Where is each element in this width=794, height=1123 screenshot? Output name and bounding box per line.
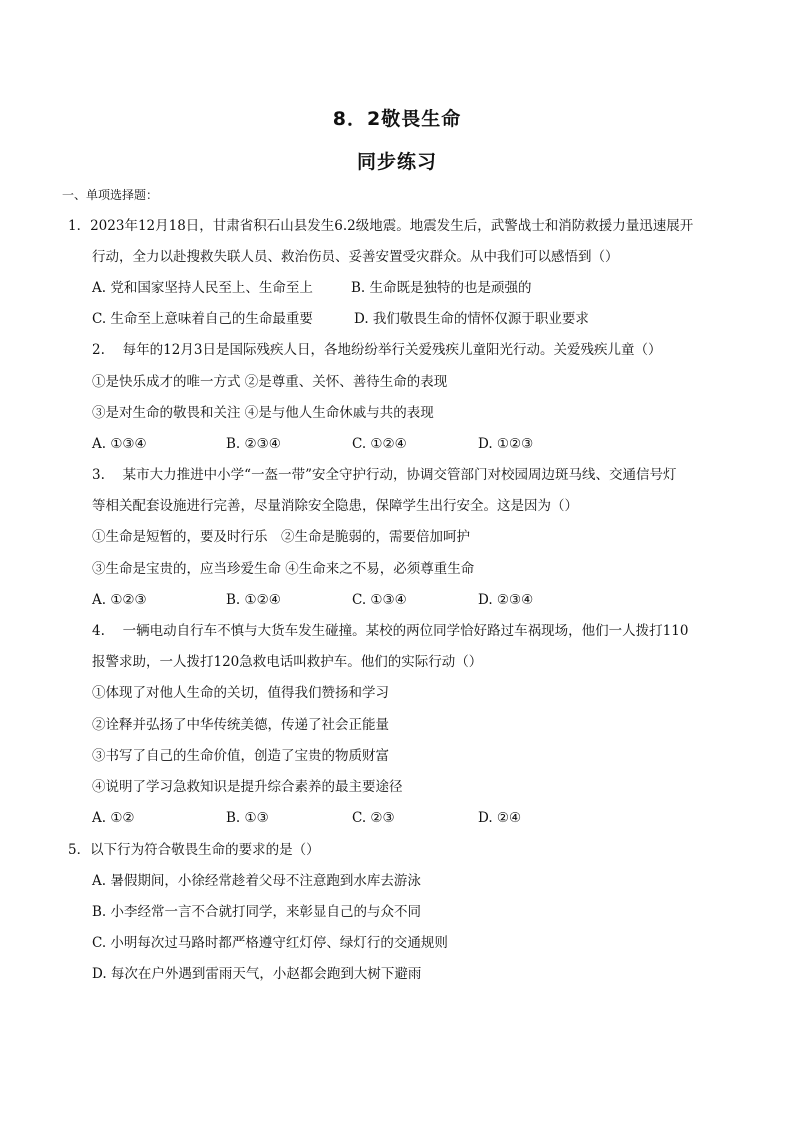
q5-option-a: A. 暑假期间，小徐经常趁着父母不注意跑到水库去游泳 — [92, 873, 421, 889]
q3-stem-line2: 等相关配套设施进行完善，尽量消除安全隐患，保障学生出行安全。这是因为（） — [92, 498, 578, 514]
q3-statement-2: ③生命是宝贵的，应当珍爱生命 ④生命来之不易，必须尊重生命 — [92, 561, 475, 577]
q4-option-c: C. ②③ — [352, 810, 395, 826]
q3-stem-line1: 3. 某市大力推进中小学“一盔一带”安全守护行动，协调交管部门对校园周边斑马线、交通信号灯 — [92, 467, 677, 483]
q1-stem-line2: 行动，全力以赴搜救失联人员、救治伤员、妥善安置受灾群众。从中我们可以感悟到（） — [92, 249, 619, 265]
section-heading: 一、单项选择题： — [62, 188, 159, 202]
page-title: 8．2敬畏生命 — [332, 108, 462, 130]
q1-option-d: D. 我们敬畏生命的情怀仅源于职业要求 — [354, 311, 589, 327]
q3-option-c: C. ①③④ — [352, 592, 407, 608]
q2-option-a: A. ①③④ — [92, 436, 147, 452]
q4-statement-4: ④说明了学习急救知识是提升综合素养的最主要途径 — [92, 779, 403, 795]
q5-option-d: D. 每次在户外遇到雷雨天气，小赵都会跑到大树下避雨 — [92, 966, 422, 982]
q4-option-b: B. ①③ — [226, 810, 269, 826]
q2-option-d: D. ①②③ — [478, 436, 534, 452]
q2-statement-1: ①是快乐成才的唯一方式 ②是尊重、关怀、善待生命的表现 — [92, 374, 448, 390]
q3-statement-1: ①生命是短暂的，要及时行乐 ②生命是脆弱的，需要倍加呵护 — [92, 529, 470, 545]
q1-option-b: B. 生命既是独特的也是顽强的 — [351, 280, 532, 296]
q2-option-b: B. ②③④ — [226, 436, 281, 452]
q5-option-c: C. 小明每次过马路时都严格遵守红灯停、绿灯行的交通规则 — [92, 935, 448, 951]
q3-option-b: B. ①②④ — [226, 592, 281, 608]
q4-stem-line1: 4. 一辆电动自行车不慎与大货车发生碰撞。某校的两位同学恰好路过车祸现场，他们一人拨打110 — [92, 623, 689, 639]
q4-statement-3: ③书写了自己的生命价值，创造了宝贵的物质财富 — [92, 748, 389, 764]
q5-stem-line1: 5．以下行为符合敬畏生命的要求的是（） — [68, 842, 320, 858]
q2-stem-line1: 2. 每年的12月3日是国际残疾人日，各地纷纷举行关爱残疾儿童阳光行动。关爱残疾儿童（） — [92, 342, 662, 358]
q4-statement-1: ①体现了对他人生命的关切，值得我们赞扬和学习 — [92, 685, 389, 701]
q2-option-c: C. ①②④ — [352, 436, 407, 452]
page-subtitle: 同步练习 — [356, 151, 437, 173]
q1-stem-line1: 1．2023年12月18日，甘肃省积石山县发生6.2级地震。地震发生后，武警战士和消防救援力量迅速展开 — [68, 218, 694, 234]
q1-option-c: C. 生命至上意味着自己的生命最重要 — [92, 311, 313, 327]
q4-stem-line2: 报警求助，一人拨打120急救电话叫救护车。他们的实际行动（） — [92, 654, 483, 670]
q3-option-a: A. ①②③ — [92, 592, 147, 608]
q1-option-a: A. 党和国家坚持人民至上、生命至上 — [92, 280, 313, 296]
q2-statement-2: ③是对生命的敬畏和关注 ④是与他人生命休戚与共的表现 — [92, 405, 434, 421]
q3-option-d: D. ②③④ — [478, 592, 534, 608]
q4-option-a: A. ①② — [92, 810, 135, 826]
q5-option-b: B. 小李经常一言不合就打同学，来彰显自己的与众不同 — [92, 904, 422, 920]
q4-statement-2: ②诠释并弘扬了中华传统美德，传递了社会正能量 — [92, 717, 389, 733]
q4-option-d: D. ②④ — [478, 810, 522, 826]
